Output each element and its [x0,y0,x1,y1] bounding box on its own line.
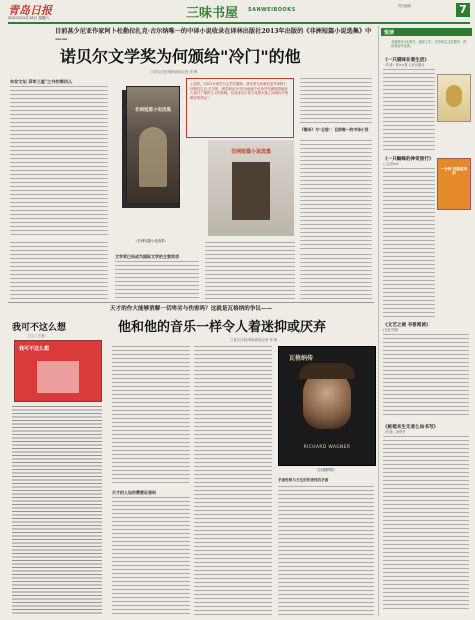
book-display-title: 非洲短篇小说选集 [230,149,271,155]
right-book2-title: 《一只蜘蛛的神奇旅行》 [383,157,434,162]
lead-body-col1-bottom [10,242,108,300]
side-byline: □文 / 王海 [28,334,45,338]
section-divider [8,302,374,303]
lead-body-col3 [300,78,372,126]
book-cover-image [118,76,184,251]
right-book1-body [383,69,435,153]
right-book1-sub: （作者）张××著 人民出版社 [383,63,425,67]
right-book2-cover-text: 一分钟 你就能用的 [440,167,468,176]
portrait-name: RICHARD WAGNER [303,445,351,450]
bottom-body-col1-lower [112,497,190,615]
right-book1-title: 《一只猫咪在看生活》 [383,58,429,63]
side-book-cover-text: 我可不这么想 [19,346,50,352]
lead-body-col2-bottom [115,261,199,301]
right-book1-cover-art [446,85,462,107]
book-cover-front [126,86,180,204]
right-book4-body [383,436,469,612]
book-caption: 《非洲短篇小说选集》 [134,239,168,243]
right-book3-sub: (文化中国) [383,328,399,332]
lead-body-col3-bottom [205,242,295,300]
date-line: 2021年12月18日 星期六 [8,16,49,20]
bottom-subhead-1: 天才的人设的需要证我吗 [112,490,156,495]
bottom-body-col1 [112,346,190,486]
book-cover-title: 非洲短篇小说选集 [135,108,171,113]
side-body-text [12,406,102,614]
side-book-cover [14,340,102,402]
bottom-subhead-2: 矛盾性格与天生的伤害性的矛盾 [278,478,329,482]
pull-quote-text: 上周四，2021年诺贝尔文学奖揭晓，获奖者为坦桑尼亚作家阿卜杜勒拉扎克·古尔纳，颁奖理由为"因为他毫不妥协并充满同情地深入探讨了殖民主义的影响，以及身处不同文化和大陆之间鸿沟中的难民的命运"。 [190,82,289,100]
lead-subhead-2: 文学奖已经成为国际文学的主要奖项 [115,254,179,259]
page-number-badge [456,3,470,17]
masthead [0,0,475,26]
lead-headline: 诺贝尔文学奖为何颁给"冷门"的他 [60,47,301,66]
portrait-title: 瓦格纳传 [289,355,314,362]
right-book3-title: 《文艺之城 书香阅读》 [383,323,431,328]
bottom-body-col2 [194,346,272,616]
section-title: 三味书屋 [186,6,239,21]
paper-logo: 青岛日报 [8,4,52,17]
right-book4-title: 《桩柢未生无者么如书写》 [383,425,439,430]
bottom-byline: □青岛日报/观海新闻记者 李 锋 [230,338,278,342]
right-column [378,26,472,616]
editor-info: 责任编辑 [398,4,411,8]
masthead-rule [8,22,470,24]
right-column-header [381,28,472,36]
lead-body-col4 [300,140,372,250]
lead-body-col4-bottom [300,254,372,300]
right-book3-body [383,334,469,418]
page-number: 7 [459,3,467,16]
right-book1-cover [437,74,471,122]
right-book2-cover [437,158,471,210]
side-headline: 我可不这么想 [12,323,67,333]
right-book4-sub: （作者）汤亭亭 [383,430,406,434]
lead-subhead-1: 东非文坛 异军三星"之外的第四人 [10,79,73,84]
wagner-portrait [278,346,376,466]
right-column-header-label: 悦读 [384,30,395,36]
side-column [8,306,106,618]
lead-byline: □青岛日报/观海新闻记者 李 锋 [150,70,198,74]
bottom-body-col3 [278,486,374,616]
pull-quote-box [186,78,294,138]
right-book2-sub: □文/刘×× [383,162,399,166]
portrait-caption: 《瓦格纳传》 [315,468,337,472]
right-book2-body [383,168,435,318]
book-cover-figure [139,127,167,187]
book-display-photo [208,140,294,236]
bottom-headline: 他和他的音乐一样令人着迷抑或厌弃 [118,320,327,335]
portrait-beret [299,363,355,379]
book-display-art [232,162,270,220]
lead-body-col1 [10,86,108,238]
side-book-cover-art [37,361,79,393]
bottom-kicker: 天才的作大能够消解一切卑劣与伤害吗？这就是瓦格纳的争议—— [110,306,273,312]
right-intro: 本期推荐3本图书，涵盖文学、历史和生活类题材，供读者参考选读。 [391,40,467,49]
lead-subhead-3: 《潮州》与"北地"：目前唯一的中译小说 [300,127,369,132]
edition-code: SANWEIBOOKS [248,7,296,13]
lead-kicker: 目前甚少尼亚作家阿卜杜勒拉扎克·古尔纳唯一的中译小说收录在译林出版社2013年出版的《非洲短篇小说选集》中—— [55,28,372,43]
